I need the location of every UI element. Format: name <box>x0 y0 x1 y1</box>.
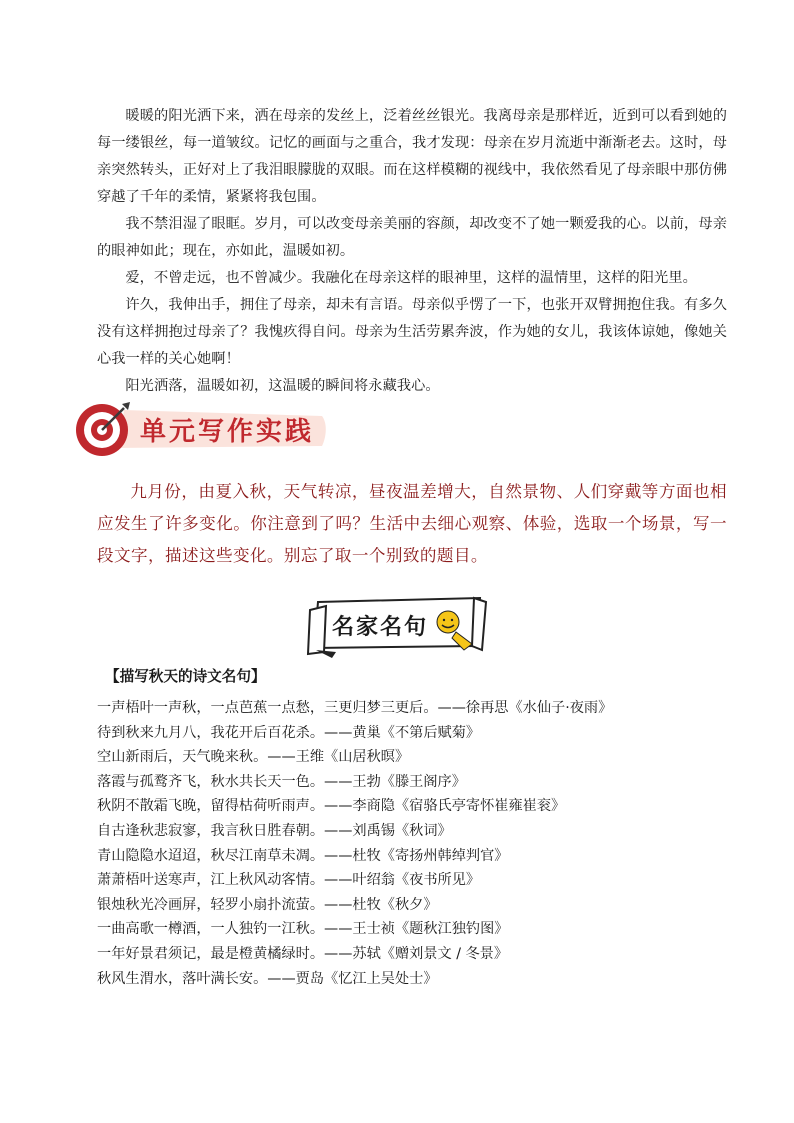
quote-item: 一年好景君须记，最是橙黄橘绿时。——苏轼《赠刘景文 / 冬景》 <box>97 945 509 962</box>
quote-item: 一曲高歌一樽酒，一人独钓一江秋。——王士祯《题秋江独钓图》 <box>97 921 509 938</box>
quotes-heading: 【描写秋天的诗文名句】 <box>105 668 266 685</box>
quote-item: 萧萧梧叶送寒声，江上秋风动客情。——叶绍翁《夜书所见》 <box>97 872 481 889</box>
banner-title: 单元写作实践 <box>140 417 315 447</box>
quote-item: 空山新雨后，天气晚来秋。——王维《山居秋暝》 <box>97 749 410 766</box>
quotes-section <box>97 664 727 991</box>
essay-paragraph: 许久，我伸出手，拥住了母亲，却未有言语。母亲似乎愣了一下，也张开双臂拥抱住我。有多久没有这样拥抱过母亲了？我愧疚得自问。母亲为生活劳累奔波，作为她的女儿，我该体谅她，像她关心我一样的关心她啊！ <box>97 297 727 367</box>
essay-paragraph: 我不禁泪湿了眼眶。岁月，可以改变母亲美丽的容颜，却改变不了她一颗爱我的心。以前，母亲的眼神如此；现在，亦如此，温暖如初。 <box>97 216 727 259</box>
quotes-list <box>97 696 727 991</box>
quote-item: 青山隐隐水迢迢，秋尽江南草未凋。——杜牧《寄扬州韩绰判官》 <box>97 847 509 864</box>
quote-item: 银烛秋光冷画屏，轻罗小扇扑流萤。——杜牧《秋夕》 <box>97 896 438 913</box>
writing-task: 九月份，由夏入秋，天气转凉，昼夜温差增大，自然景物、人们穿戴等方面也相应发生了许多变化。你注意到了吗？生活中去细心观察、体验，选取一个场景，写一段文字，描述这些变化。别忘了取一个别致的题目。 <box>97 482 727 565</box>
essay-paragraph: 暖暖的阳光洒下来，洒在母亲的发丝上，泛着丝丝银光。我离母亲是那样近，近到可以看到她的每一缕银丝，每一道皱纹。记忆的画面与之重合，我才发现：母亲在岁月流逝中渐渐老去。这时，母亲突然转头，正好对上了我泪眼朦胧的双眼。而在这样模糊的视线中，我依然看见了母亲眼中那仿佛穿越了千年的柔情，紧紧将我包围。 <box>97 108 727 205</box>
essay-section <box>97 103 727 400</box>
quote-item: 自古逢秋悲寂寥，我言秋日胜春朝。——刘禹锡《秋词》 <box>97 822 452 839</box>
famous-quotes-badge <box>296 592 496 660</box>
quote-item: 秋阴不散霜飞晚，留得枯荷听雨声。——李商隐《宿骆氏亭寄怀崔雍崔衮》 <box>97 798 566 815</box>
smiley-icon <box>437 611 459 633</box>
quote-item: 待到秋来九月八，我花开后百花杀。——黄巢《不第后赋菊》 <box>97 724 481 741</box>
essay-paragraph: 爱，不曾走远，也不曾减少。我融化在母亲这样的眼神里，这样的温情里，这样的阳光里。 <box>125 270 697 286</box>
unit-writing-banner <box>72 398 332 460</box>
badge-title: 名家名句 <box>332 614 429 640</box>
quote-item: 落霞与孤鹜齐飞，秋水共长天一色。——王勃《滕王阁序》 <box>97 773 466 790</box>
quote-item: 秋风生渭水，落叶满长安。——贾岛《忆江上吴处士》 <box>97 970 438 987</box>
quote-item: 一声梧叶一声秋，一点芭蕉一点愁，三更归梦三更后。——徐再思《水仙子·夜雨》 <box>97 700 613 716</box>
essay-paragraph: 阳光洒落，温暖如初，这温暖的瞬间将永藏我心。 <box>125 378 440 394</box>
